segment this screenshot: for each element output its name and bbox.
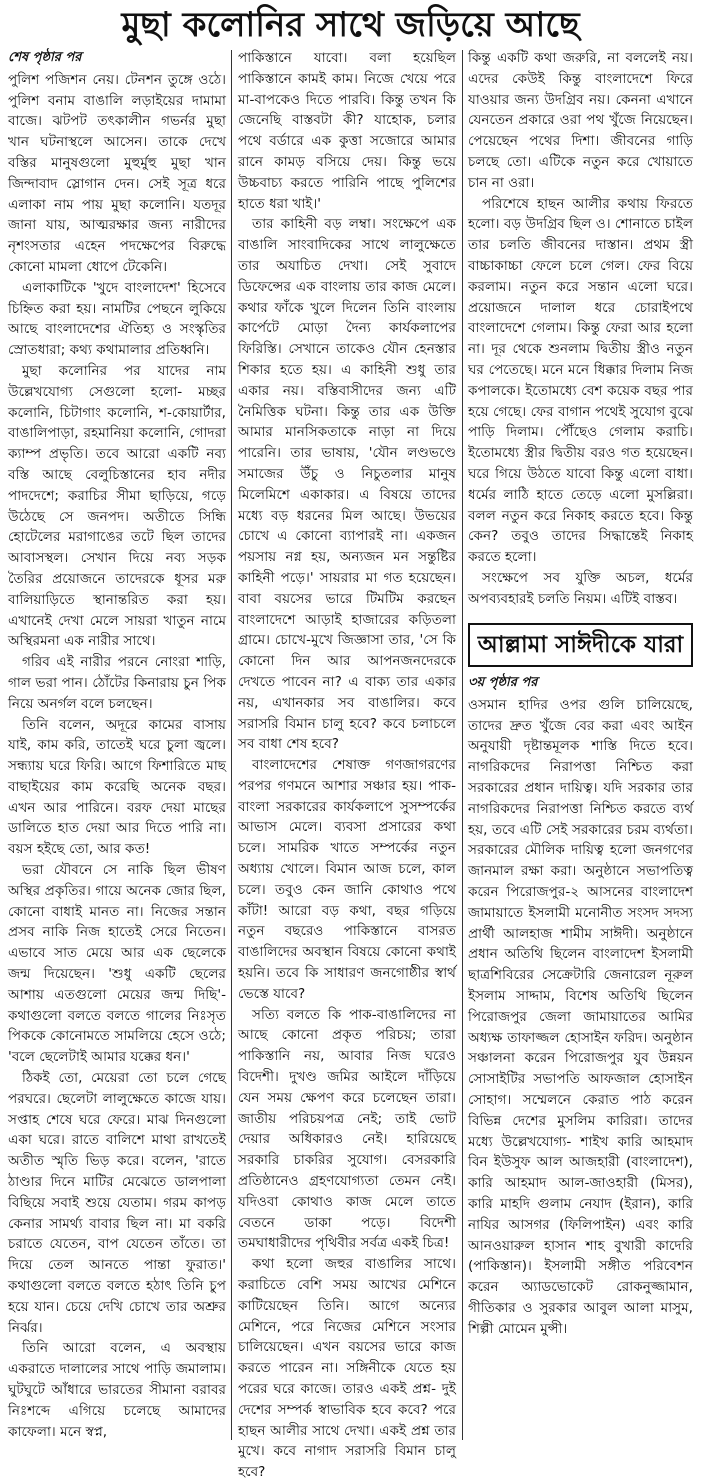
column-divider bbox=[231, 50, 232, 1440]
paragraph: বাংলাদেশের শেষাক্ত গণজাগরণের পরপর গণমনে আশার সঞ্চার হয়। পাক-বাংলা সরকারের কার্যকলাপে সুসম্পর্কের আভাস মেলে। ব্যবসা প্রসারের কথা চলে। সামরিক খাতে সম্পর্কের নতুন অধ্যায় খোলে। বিমান আজ চলে, কাল চলে। তবুও কেন জানি কোথাও পথে কাঁটা! আরো বড় কথা, বছর গড়িয়ে নতুন বছরেও পাকিস্তানে বাসরত বাঙালিদের অবস্থান বিষয়ে কোনো কথাই হয়নি। তবে কি সাধারণ জনগোষ্ঠীর স্বার্থ ভেস্তে যাবে? bbox=[238, 757, 456, 1002]
paragraph: ভরা যৌবনে সে নাকি ছিল ভীষণ অস্থির প্রকৃতির। গায়ে অনেক জোর ছিল, কোনো বাধাই মানত না। নিজের সন্তান প্রসব নাকি নিজ হাতেই সেরে নিতেন। এভাবে সাত মেয়ে আর এক ছেলেকে জন্ম দিয়েছেন। 'শুধু একটি ছেলের আশায় এতগুলো মেয়ের জন্ম দিছি'- কথাগুলো বলতে বলতে গালের নিঃসৃত পিককে কোনোমতে সামলিয়ে হেসে ওঠে; 'বলে ছেলেটাই আমার যক্কের ধন।' bbox=[8, 862, 226, 1066]
column-divider bbox=[462, 50, 463, 1440]
paragraph: ওসমান হাদির ওপর গুলি চালিয়েছে, তাদের দ্রুত খুঁজে বের করা এবং আইন অনুযায়ী দৃষ্টান্তমূলক শাস্তি দিতে হবে। নাগরিকদের নিরাপত্তা নিশ্চিত করা সরকারের প্রধান দায়িত্ব। যদি সরকার তার নাগরিকদের নিরাপত্তা নিশ্চিত করতে ব্যর্থ হয়, তবে এটি সেই সরকারের চরম ব্যর্থতা। সরকারের মৌলিক দায়িত্ব হলো জনগণের জানমাল রক্ষা করা। অনুষ্ঠানে সভাপতিত্ব করেন পিরোজপুর-২ আসনের বাংলাদেশ জামায়াতে ইসলামী মনোনীত সংসদ সদস্য প্রার্থী আলহাজ শামীম সাঈদী। অনুষ্ঠানে প্রধান অতিথি ছিলেন বাংলাদেশ ইসলামী ছাত্রশিবিরের সেক্রেটারি জেনারেল নূরুল ইসলাম সাদ্দাম, বিশেষ অতিথি ছিলেন পিরোজপুর জেলা জামায়াতের আমির অধ্যক্ষ তাফাজ্জল হোসাইন ফরিদ। অনুষ্ঠান সঞ্চালনা করেন পিরোজপুর যুব উন্নয়ন সোসাইটির সভাপতি আফজাল হোসাইন সোহাগ। সম্মেলনে কেরাত পাঠ করেন বিভিন্ন দেশের মুসলিম কারিরা। তাদের মধ্যে উল্লেখযোগ্য- শাইখ কারি আহমাদ বিন ইউসুফ আল আজহারী (বাংলাদেশ), কারি আহমাদ আল-জাওহারী (মিসর), কারি মাহদি গুলাম নেযাদ (ইরান), কারি নাযির আসগর (ফিলিপাইন) এবং কারি আনওয়ারুল হাসান শাহ বুখারী কাদেরি (পাকিস্তান)। ইসলামী সঙ্গীত পরিবেশন করেন অ্যাডভোকেট রোকনুজ্জামান, গীতিকার ও সুরকার আবুল আলা মাসুম, শিল্পী মোমেন মুন্সী। bbox=[468, 696, 693, 1337]
paragraph: ঠিকই তো, মেয়েরা তো চলে গেছে পরঘরে। ছেলেটা লালুক্ষেতে কাজে যায়। সপ্তাহ শেষে ঘরে ফেরে। মাঝ দিনগুলো একা ঘরে। রাতে বালিশে মাথা রাখতেই অতীত স্মৃতি ভিড় করে। বলেন, 'রাতে ঠাণ্ডার দিনে মাটির মেঝেতে ডালপালা বিছিয়ে সবাই শুয়ে যেতাম। গরম কাপড় কেনার সামর্থ্য বাবার ছিল না। মা বকরি চরাতে যেতেন, বাপ যেতেন তাঁতে। তা দিয়ে তেল আনতে পান্তা ফুরাত।' কথাগুলো বলতে বলতে হঠাৎ তিনি চুপ হয়ে যান। চেয়ে দেখি চোখে তার অশ্রুর নির্ঝর। bbox=[8, 1070, 226, 1336]
article-title: মুছা কলোনির সাথে জড়িয়ে আছে bbox=[121, 5, 580, 45]
article-2-title: আল্লামা সাঈদীকে যারা bbox=[468, 623, 693, 667]
paragraph: তিনি আরো বলেন, এ অবস্থায় একরাতে দালালের সাথে পাড়ি জমালাম। ঘুটঘুটে আঁধারে ভারতের সীমানা বরাবর নিঃশব্দে এগিয়ে চলেছে আমাদের কাফেলা। মনে স্বপ্ন, bbox=[8, 1340, 226, 1440]
paragraph: এলাকাটিকে 'খুদে বাংলাদেশ' হিসেবে চিহ্নিত করা হয়। নামটির পেছনে লুকিয়ে আছে বাংলাদেশের ঐতিহ্য ও সংস্কৃতির স্রোতধারা; কথ্য কথামালার প্রতিধ্বনি। bbox=[8, 279, 226, 359]
paragraph: মুছা কলোনির পর যাদের নাম উল্লেখযোগ্য সেগুলো হলো- মচ্ছর কলোনি, চিটাগাং কলোনি, শ-কোয়ার্টার, বাঙালিপাড়া, রহমানিয়া কলোনি, গোদরা ক্যাম্প প্রভৃতি। তবে আরো একটি নব্য বস্তি আছে বেলুচিস্তানের হাব নদীর পাদদেশে; করাচির সীমা ছাড়িয়ে, গড়ে উঠেছে সে জনপদ। অতীতে সিন্ধি হোটেলের মরাগাঙের তটে ছিল তাদের আবাসস্থল। সেখান দিয়ে নব্য সড়ক তৈরির প্রয়োজনে তাদেরকে ধূসর মরু বালিয়াড়িতে স্থানান্তরিত করা হয়। এখানেই দেখা মেলে সায়রা খাতুন নামে অস্থিরমনা এক নারীর সাথে। bbox=[8, 362, 226, 650]
paragraph: সত্যি বলতে কি পাক-বাঙালিদের না আছে কোনো প্রকৃত পরিচয়; তারা পাকিস্তানি নয়, আবার নিজ ঘরেও বিদেশী। দুখণ্ড জমির আইলে দাঁড়িয়ে যেন সময় ক্ষেপণ করে চলেছেন তারা। জাতীয় পরিচয়পত্র নেই; তাই ভোট দেয়ার অধিকারও নেই। হারিয়েছে সরকারি চাকরির সুযোগ। বেসরকারি প্রতিষ্ঠানেও গ্রহণযোগ্যতা তেমন নেই। যদিওবা কোথাও কাজ মেলে তাতে বেতনে ডাকা পড়ে। বিদেশী তমঘাধারীদের পৃথিবীর সর্বত্র একই চিত্র! bbox=[238, 1006, 456, 1252]
paragraph: কিন্তু একটি কথা জরুরি, না বললেই নয়। এদের কেউই কিন্তু বাংলাদেশে ফিরে যাওয়ার জন্য উদগ্রিব নয়। কেননা এখানে যেনতেন প্রকারে ওরা পথ খুঁজে নিয়েছেন। পেয়েছেন পথের দিশা। জীবনের গাড়ি চলছে তো। এটিকে নতুন করে খোয়াতে চান না ওরা। bbox=[468, 50, 693, 191]
paragraph: কথা হলো জহুর বাঙালির সাথে। করাচিতে বেশি সময় আখের মেশিনে কাটিয়েছেন তিনি। আগে অন্যের মেশিনে, পরে নিজের মেশিনে সংসার চালিয়েছেন। এখন বয়সের ভারে কাজ করতে পারেন না। সঙ্গিনীকে যেতে হয় পরের ঘরে কাজে। তারও একই প্রশ্ন- দুই দেশের সম্পর্ক স্বাভাবিক হবে কবে? পরে হাছন আলীর সাথে দেখা। একই প্রশ্ন তার মুখে। কবে নাগাদ সরাসরি বিমান চালু হবে? bbox=[238, 1256, 456, 1481]
paragraph: গরিব এই নারীর পরনে নোংরা শাড়ি, গাল ভরা পান। ঠোঁটের কিনারায় চুন পিক নিয়ে অনর্গল বলে চলছেন। bbox=[8, 654, 226, 712]
article-column-3 bbox=[468, 48, 693, 1443]
article-1-ending bbox=[468, 48, 693, 615]
paragraph: পাকিস্তানে যাবো। বলা হয়েছিল পাকিস্তানে কামই কাম। নিজে খেয়ে পরে মা-বাপকেও দিতে পারবি। কিন্তু তখন কি জেনেছি বাস্তবটা কী? যাহোক, চলার পথে বর্ডারে এক কুত্তা সজোরে আমার রানে কামড় বসিয়ে দেয়। কিন্তু ভয়ে উচ্চবাচ্য করতে পারিনি পাছে পুলিশের হাতে ধরা খাই।' bbox=[238, 50, 456, 212]
article-column-2 bbox=[238, 48, 456, 1481]
paragraph: সংক্ষেপে সব যুক্তি অচল, ধর্মের অপব্যবহারই চলতি নিয়ম। এটিই বাস্তব। bbox=[468, 569, 693, 607]
article-column-1 bbox=[8, 48, 226, 1443]
paragraph: পরিশেষে হাছন আলীর কথায় ফিরতে হলো। বড় উদগ্রিব ছিল ও। শোনাতে চাইল তার চলতি জীবনের দাস্তান। প্রথম স্ত্রী বাচ্চাকাচ্চা ফেলে চলে গেল। ফের বিয়ে করলাম। নতুন করে সন্তান এলো ঘরে। প্রয়োজনে দালাল ধরে চোরাইপথে বাংলাদেশে গেলাম। কিন্তু ফেরা আর হলো না। দূর থেকে শুনলাম দ্বিতীয় স্ত্রীও নতুন ঘর পেতেছে। মনে মনে ধিক্কার দিলাম নিজ কপালকে। ইতোমধ্যে বেশ কয়েক বছর পার হয়ে গেছে। ফের বাগান পথেই সুযোগ বুঝে পাড়ি দিলাম। পৌঁছেও গেলাম করাচি। ইতোমধ্যে স্ত্রীর দ্বিতীয় বরও গত হয়েছেন। ঘরে গিয়ে উঠতে যাবো কিন্তু এলো বাধা। ধর্মের লাঠি হাতে তেড়ে এলো মুসল্লিরা। বলল নতুন করে নিকাহ করতে হবে। কিন্তু কেন? তবুও তাদের সিদ্ধান্তেই নিকাহ করতে হলো। bbox=[468, 195, 693, 566]
paragraph: পুলিশ পজিশন নেয়। টেনশন তুঙ্গে ওঠে। পুলিশ বনাম বাঙালি লড়াইয়ের দামামা বাজে। ঝটপট তৎকালীন গভর্নর মুছা খান ঘটনাস্থলে আসেন। তাকে দেখে বস্তির মানুষগুলো মুহুর্মুহু মুছা খান জিন্দাবাদ স্লোগান দেন। সেই সূত্র ধরে এলাকা নাম পায় মুছা কলোনি। যতদূর জানা যায়, আত্মরক্ষার জন্য নারীদের নৃশংসতার এহেন পদক্ষেপের বিরুদ্ধে কোনো মামলা ধোপে টেকেনি। bbox=[8, 71, 226, 275]
continued-from-label: শেষ পৃষ্ঠার পর bbox=[8, 50, 82, 65]
paragraph: তিনি বলেন, অদূরে কামের বাসায় যাই, কাম করি, তাতেই ঘরে চুলা জ্বলে। সন্ধ্যায় ঘরে ফিরি। আগে ফিশারিতে মাছ বাছাইয়ের কাম করেছি অনেক বছর। এখন আর পারিনে। বরফ দেয়া মাছের ডালিতে হাত দেয়া আর দিতে পারি না। বয়স হইছে তো, আর কত! bbox=[8, 716, 226, 858]
paragraph: তার কাহিনী বড় লম্বা। সংক্ষেপে এক বাঙালি সাংবাদিকের সাথে লালুক্ষেতে তার অযাচিত দেখা। সেই সুবাদে ডিফেন্সের এক বাংলায় তার কাজ মেলে। কথার ফাঁকে খুলে দিলেন তিনি বাংলায় কার্পেটে মোড়া দৈন্য কার্যকলাপের ফিরিস্তি। সেখানে তাকেও যৌন হেনস্তার শিকার হতে হয়। এ কাহিনী শুধু তার একার নয়। বস্তিবাসীদের জন্য এটি নৈমিত্তিক ঘটনা। কিন্তু তার এক উক্তি আমার মানসিকতাকে নাড়া না দিয়ে পারেনি। তার ভাষায়, 'যৌন লণ্ডভণ্ডে সমাজের উঁচু ও নিচুতলার মানুষ মিলেমিশে একাকার। এ বিষয়ে তাদের মধ্যে বড় ধরনের মিল আছে। উভয়ের চোখে এ কোনো ব্যাপারই না। একজন পয়সায় নগ্ন হয়, অন্যজন মন সন্তুষ্টির কাহিনী পড়ে।' সায়রার মা গত হয়েছেন। বাবা বয়সের ভারে টিমটিম করছেন বাংলাদেশে আড়াই হাজারের কড়িতলা গ্রামে। চোখে-মুখে জিজ্ঞাসা তার, 'সে কি কোনো দিন আর আপনজনদেরকে দেখতে পাবেন না? এ বাক্য তার একার নয়, এখানকার সব বাঙালির। কবে সরাসরি বিমান চালু হবে? কবে চলাচলে সব বাধা শেষ হবে? bbox=[238, 216, 456, 753]
continued-from-label: ৩য় পৃষ্ঠার পর bbox=[468, 675, 538, 690]
